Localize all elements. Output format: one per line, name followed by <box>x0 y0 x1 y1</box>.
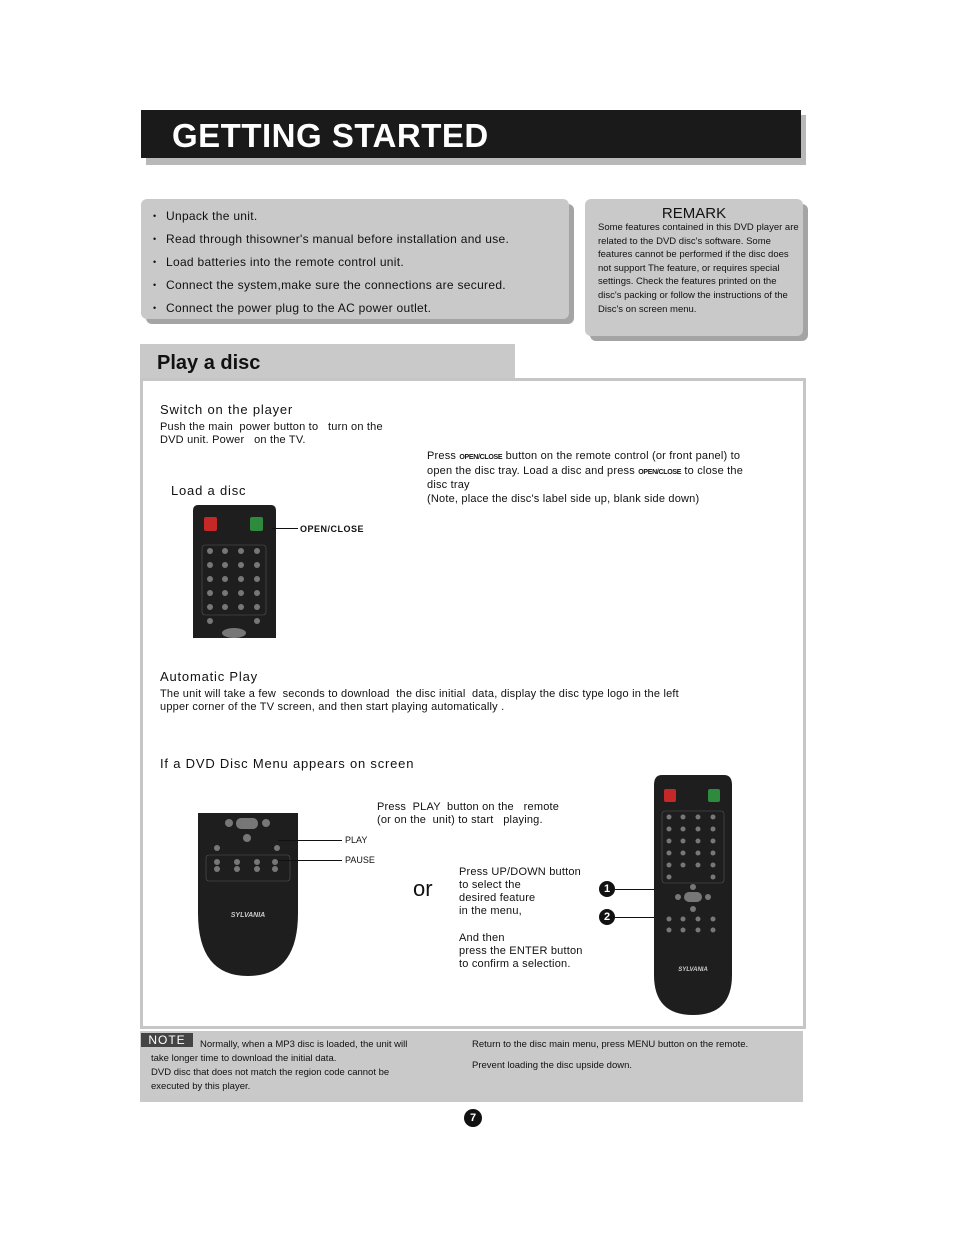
remark-text: Some features contained in this DVD player are related to the DVD disc's software. Some features cannot be performed if the disc does not support The feature, or requires special settings. Check the features printed on the disc's packing or follow the instructions of the Disc's on screen menu. <box>598 222 799 315</box>
intro-item: • Connect the system,make sure the connections are secured. <box>153 274 569 297</box>
note-right-2: Prevent loading the disc upside down. <box>472 1060 633 1071</box>
pause-callout: PAUSE <box>345 855 375 865</box>
enter-text-2: press the ENTER button <box>459 945 583 957</box>
automatic-play-text-2: upper corner of the TV screen, and then start playing automatically . <box>160 701 505 713</box>
load-note: (Note, place the disc's label side up, blank side down) <box>427 492 700 505</box>
play-leader-line <box>278 840 342 841</box>
note-left-4: executed by this player. <box>151 1081 251 1092</box>
brand-logo: SYLVANIA <box>678 967 708 973</box>
or-text: or <box>413 876 433 901</box>
open-close-callout: OPEN/CLOSE <box>300 524 365 534</box>
remark-title: REMARK <box>661 205 727 222</box>
load-instructions <box>427 450 757 506</box>
remote-full-image <box>652 775 734 1015</box>
note-left-3: DVD disc that does not match the region code cannot be <box>151 1067 390 1078</box>
load-press: Press <box>427 450 457 462</box>
enter-text-3: to confirm a selection. <box>459 958 571 970</box>
section-title: Play a disc <box>157 352 261 374</box>
open-close-leader-line <box>272 528 298 529</box>
updown-text-3: desired feature <box>459 892 536 904</box>
brand-logo: SYLVANIA <box>230 912 266 919</box>
updown-text-2: to select the <box>459 879 521 891</box>
open-close-key: OPEN/CLOSE <box>459 454 503 461</box>
intro-list <box>141 199 569 320</box>
play-callout: PLAY <box>345 835 368 845</box>
automatic-play-label: Automatic Play <box>160 669 258 684</box>
switch-on-text-1: Push the main power button to turn on the <box>160 421 383 433</box>
power-button-icon <box>250 517 263 531</box>
note-left-1: Normally, when a MP3 disc is loaded, the unit will <box>200 1039 408 1050</box>
updown-text-1: Press UP/DOWN button <box>459 866 581 878</box>
callout-1-icon: 1 <box>599 881 615 897</box>
load-disc-label: Load a disc <box>171 483 247 498</box>
switch-on-text-2: DVD unit. Power on the TV. <box>160 434 306 446</box>
load-end: to close the disc tray <box>427 464 744 491</box>
pause-leader-line <box>278 860 342 861</box>
press-play-text-2: (or on the unit) to start playing. <box>377 814 543 826</box>
intro-item: • Read through thisowner's manual before installation and use. <box>153 228 569 251</box>
page-title: GETTING STARTED <box>172 117 489 154</box>
remote-bottom-image <box>196 813 300 976</box>
intro-item: • Connect the power plug to the AC power outlet. <box>153 297 569 320</box>
automatic-play-text-1: The unit will take a few seconds to download the disc initial data, display the disc type logo in the left <box>160 688 679 700</box>
open-close-button-icon <box>204 517 217 531</box>
intro-box <box>141 199 569 319</box>
open-close-key: OPEN/CLOSE <box>638 468 682 476</box>
remote-top-image <box>192 505 277 638</box>
press-play-text-1: Press PLAY button on the remote <box>377 801 560 813</box>
load-mid: button on the remote control (or front panel) to open the disc tray. Load a disc and press <box>427 450 741 477</box>
enter-text-1: And then <box>459 932 505 944</box>
updown-text-4: in the menu, <box>459 905 522 917</box>
note-right-1: Return to the disc main menu, press MENU button on the remote. <box>472 1039 749 1050</box>
callout-2-icon: 2 <box>599 909 615 925</box>
intro-item: • Unpack the unit. <box>153 205 569 228</box>
dvd-menu-label: If a DVD Disc Menu appears on screen <box>160 756 415 771</box>
remark-box <box>585 199 803 336</box>
note-left-2: take longer time to download the initial data. <box>151 1053 337 1064</box>
note-tag: NOTE <box>141 1033 193 1047</box>
switch-on-label: Switch on the player <box>160 402 294 417</box>
page-number: 7 <box>464 1109 482 1127</box>
intro-item: • Load batteries into the remote control unit. <box>153 251 569 274</box>
